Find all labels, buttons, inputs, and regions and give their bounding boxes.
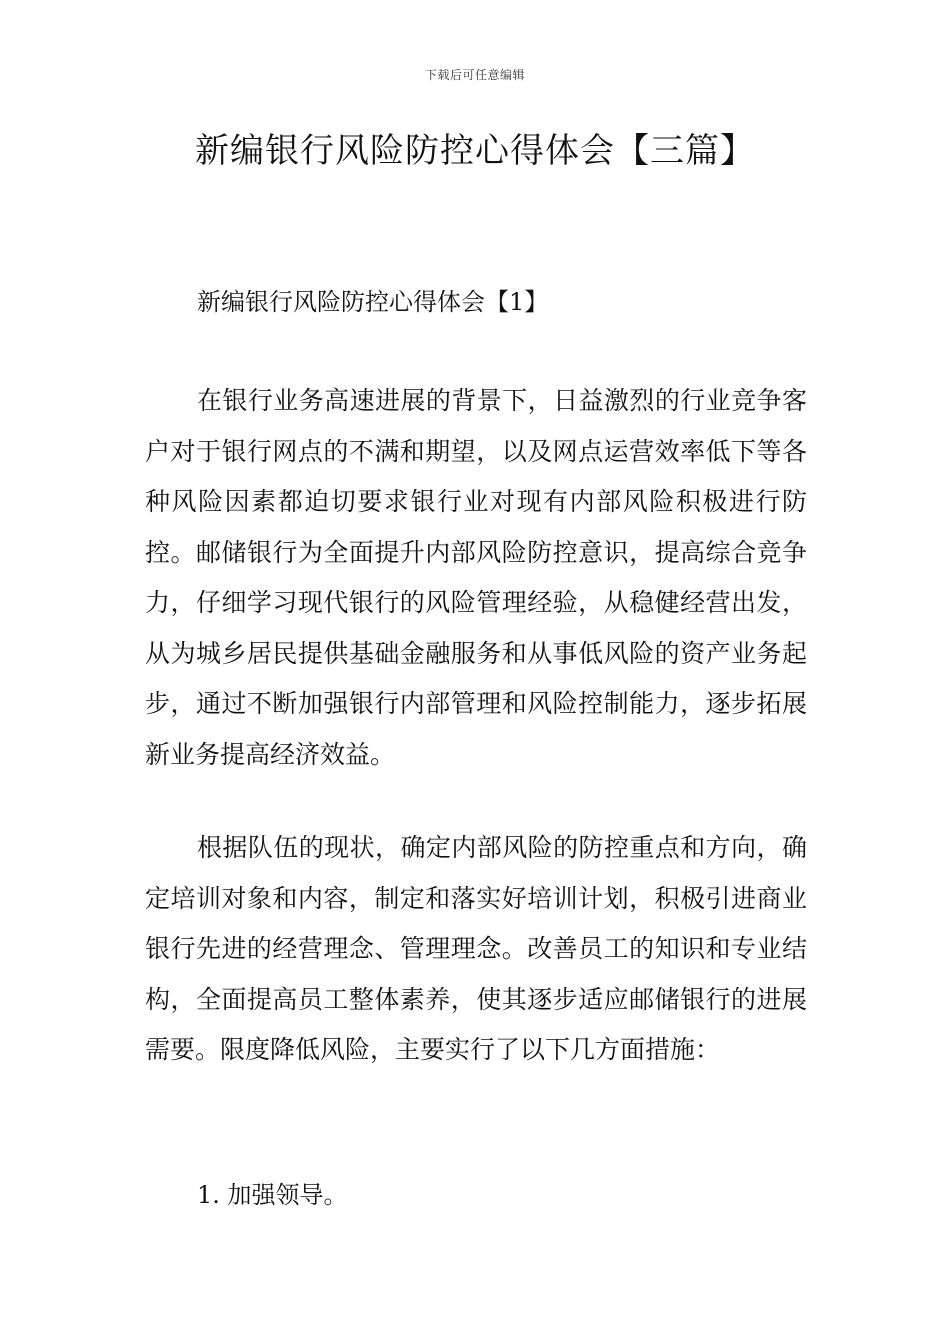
document-title: 新编银行风险防控心得体会【三篇】	[195, 131, 755, 171]
section-heading: 新编银行风险防控心得体会【1】	[197, 288, 549, 316]
body-paragraph: 根据队伍的现状，确定内部风险的防控重点和方向，确定培训对象和内容，制定和落实好培训计划，积极引进商业银行先进的经营理念、管理理念。改善员工的知识和专业结构，全面提高员工整体素养，使其逐步适应邮储银行的进展需要。限度降低风险，主要实行了以下几方面措施：	[145, 833, 807, 1064]
list-item: 1. 加强领导。	[197, 1181, 348, 1209]
body-paragraph: 在银行业务高速进展的背景下，日益激烈的行业竞争客户对于银行网点的不满和期望，以及网点运营效率低下等各种风险因素都迫切要求银行业对现有内部风险积极进行防控。邮储银行为全面提升内部风险防控意识，提高综合竞争力，仔细学习现代银行的风险管理经验，从稳健经营出发，从为城乡居民提供基础金融服务和从事低风险的资产业务起步，通过不断加强银行内部管理和风险控制能力，逐步拓展新业务提高经济效益。	[145, 386, 807, 769]
header-note: 下载后可任意编辑	[424, 68, 525, 82]
